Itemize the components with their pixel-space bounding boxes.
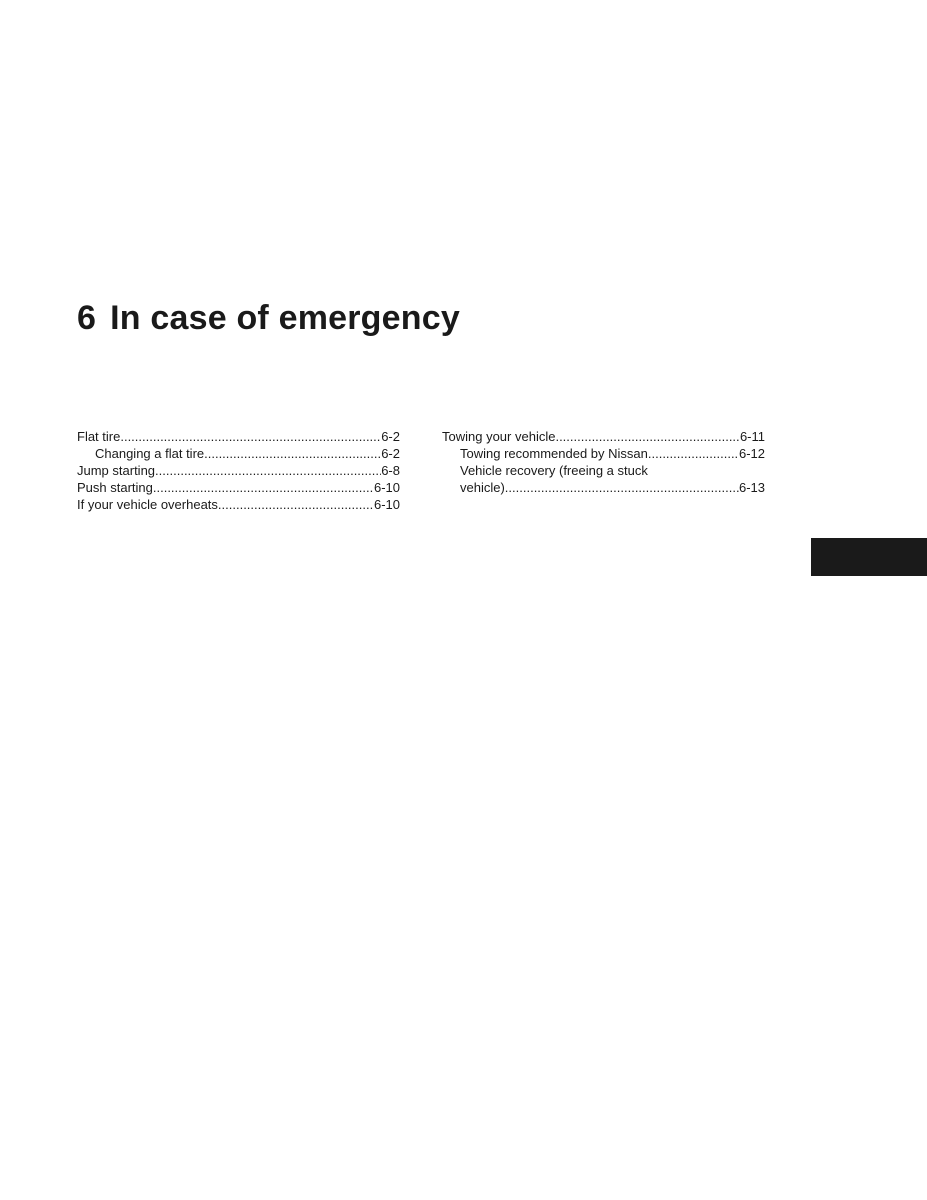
toc-entry-page: 6-12 [738, 446, 765, 461]
toc-entry-vehicle-overheats[interactable] [77, 496, 400, 513]
toc-entry-label: Jump starting [77, 463, 156, 478]
chapter-number: 6 [77, 299, 97, 337]
toc-entry-changing-flat-tire[interactable] [77, 445, 400, 462]
toc-entry-label-line1: Vehicle recovery (freeing a stuck [460, 463, 648, 478]
toc-left-column [77, 428, 400, 513]
toc-entry-jump-starting[interactable] [77, 462, 400, 479]
toc-entry-vehicle-recovery[interactable] [442, 462, 765, 496]
toc-right-column [442, 428, 765, 496]
toc-leader-dots [120, 428, 381, 445]
toc-entry-label: Towing recommended by Nissan [460, 446, 648, 461]
toc-entry-towing-vehicle[interactable] [442, 428, 765, 445]
toc-entry-label: Towing your vehicle [442, 429, 556, 444]
toc-entry-label: Changing a flat tire [95, 446, 205, 461]
chapter-thumb-tab [811, 538, 927, 576]
toc-entry-label: Push starting [77, 480, 153, 495]
toc-entry-page: 6-13 [738, 480, 765, 495]
toc-entry-towing-recommended[interactable] [442, 445, 765, 462]
toc-entry-label: Flat tire [77, 429, 121, 444]
toc-entry-page: 6-2 [381, 446, 400, 461]
toc-leader-dots [505, 479, 739, 496]
toc-entry-vehicle-recovery-line2 [442, 479, 765, 496]
toc-leader-dots [155, 462, 381, 479]
toc-leader-dots [648, 445, 739, 462]
toc-entry-flat-tire[interactable] [77, 428, 400, 445]
toc-entry-page: 6-10 [373, 480, 400, 495]
toc-entry-label: If your vehicle overheats [77, 497, 218, 512]
toc-leader-dots [204, 445, 381, 462]
chapter-title [77, 296, 460, 340]
toc-leader-dots [153, 479, 374, 496]
toc-entry-page: 6-11 [739, 429, 765, 444]
chapter-title-text: In case of emergency [110, 299, 460, 337]
toc-entry-label-line2: vehicle) [460, 480, 505, 495]
toc-entry-page: 6-8 [381, 463, 400, 478]
toc-entry-page: 6-10 [373, 497, 400, 512]
toc-entry-page: 6-2 [381, 429, 400, 444]
toc-entry-push-starting[interactable] [77, 479, 400, 496]
toc-leader-dots [218, 496, 374, 513]
toc-leader-dots [555, 428, 739, 445]
